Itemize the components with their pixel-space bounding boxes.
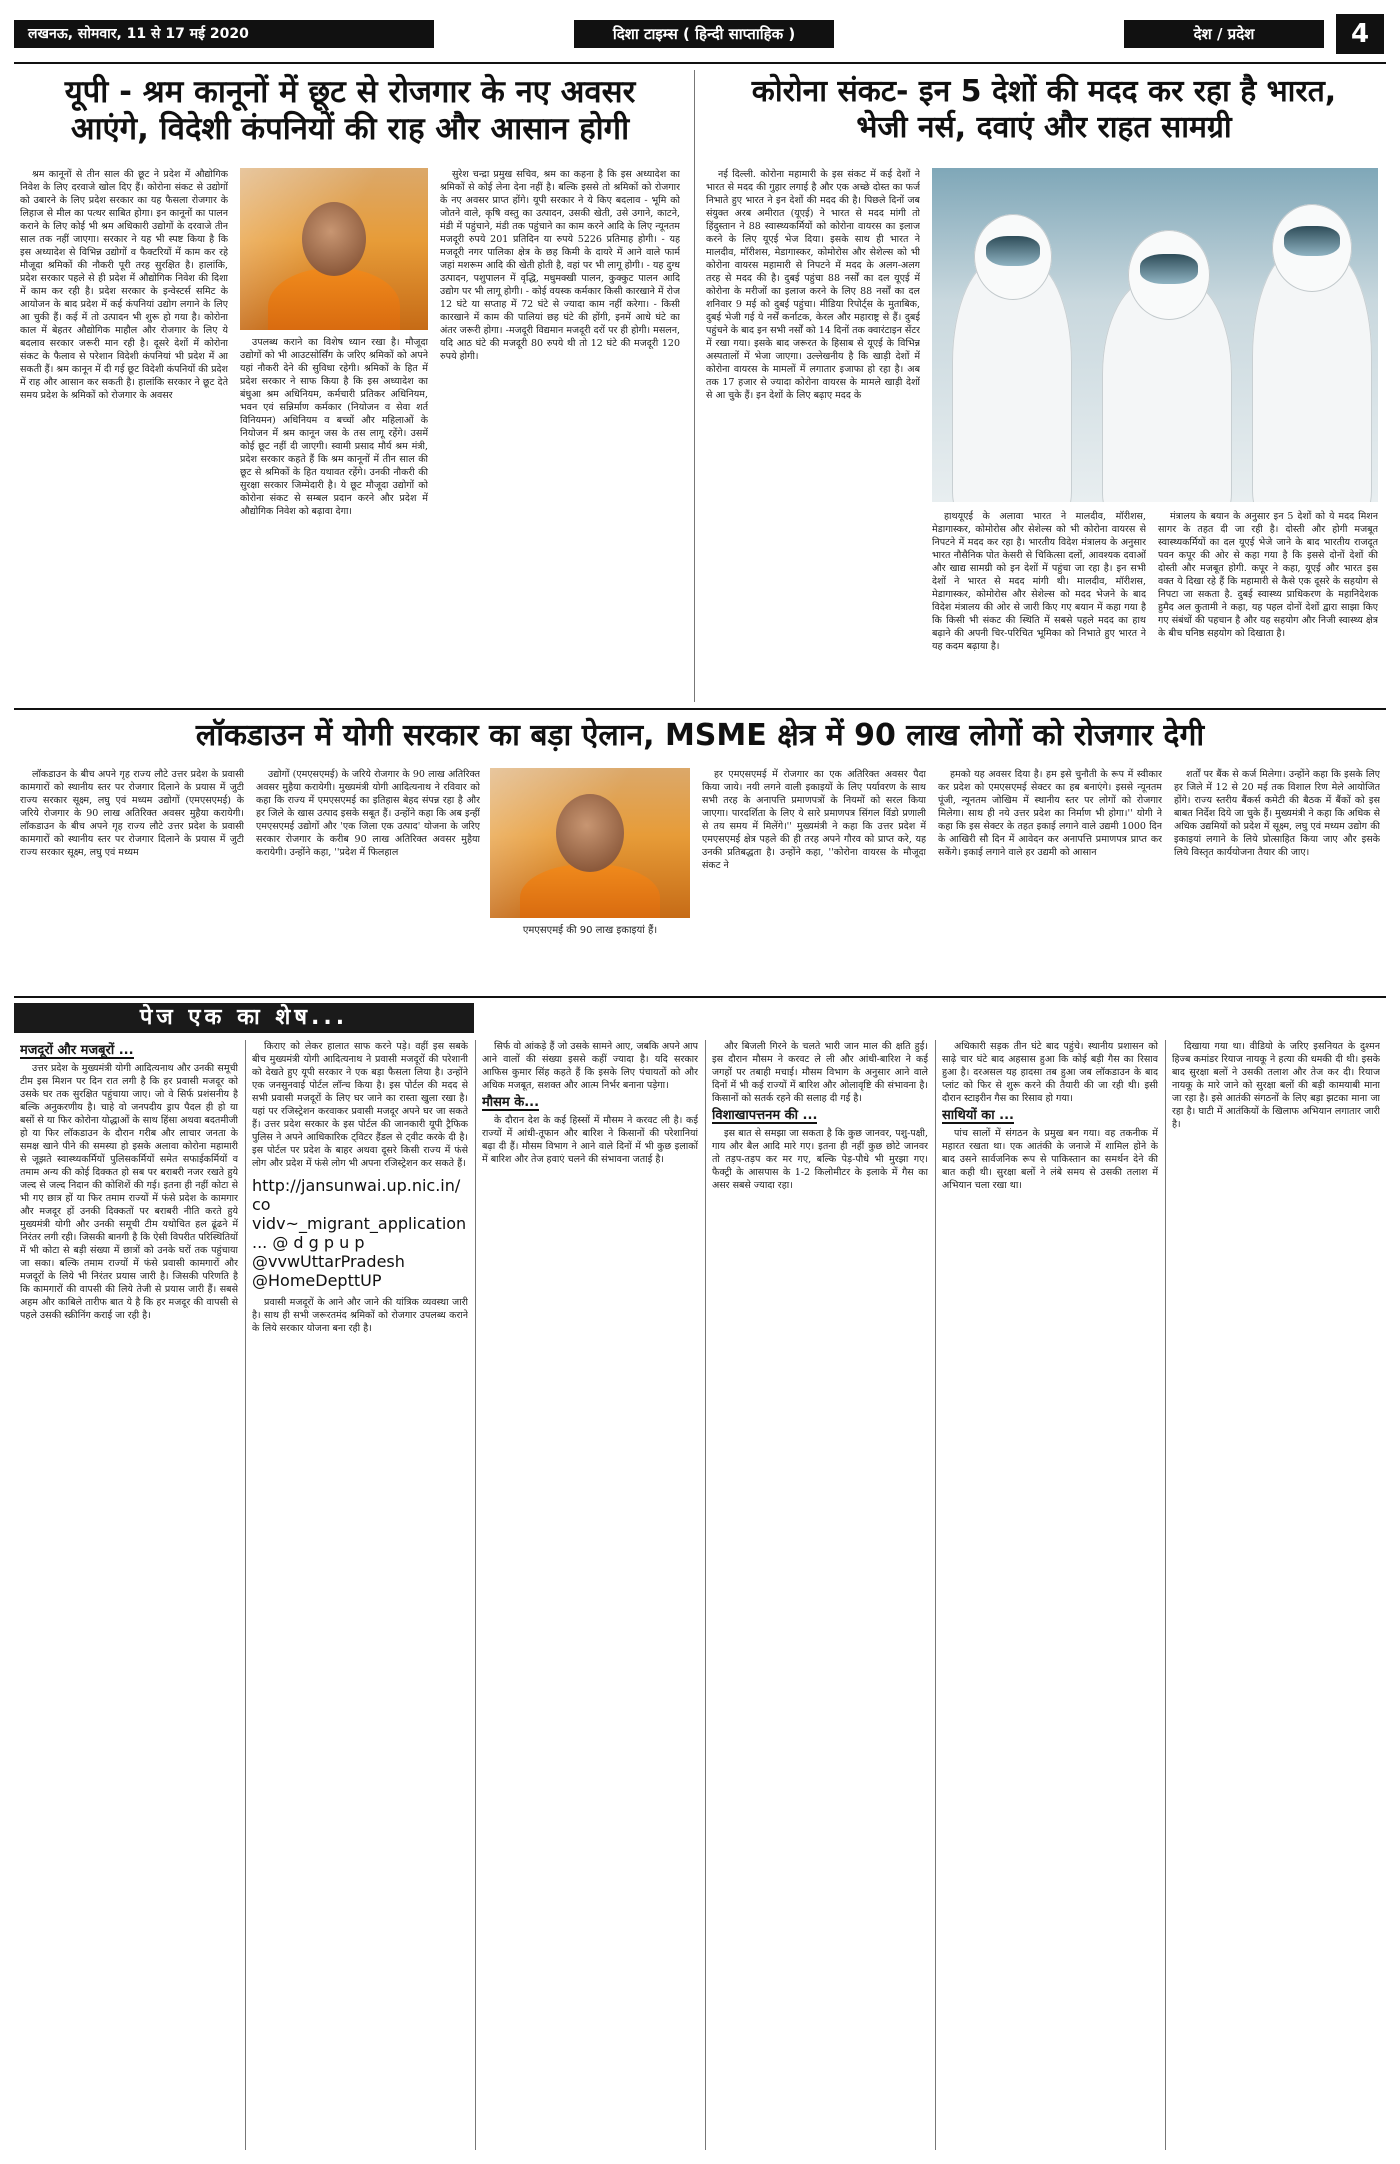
bottom-col1-text: उत्तर प्रदेश के मुख्यमंत्री योगी आदित्यनाथ और उनकी समूची टीम इस मिशन पर दिन रात लगी है कि हर प्रवासी मजदूर को उसके घर तक सुरक्षित पहुंचाया जाए। जो वे सिर्फ प्रशंसनीय है बल्कि अनुकरणीय है। चाहे वो जनपदीय ड्राप पैदल ही हो या बसों से या फिर कोरोना योद्धाओं के साथ हिंसा अथवा बदतमीजी हो या फिर लॉकडाउन के दौरान गरीब और लाचार जनता के समक्ष खाने पीने की समस्या हो इसके अलावा कोरोना महामारी से जूझते स्वास्थ्यकर्मियों पुलिसकर्मियों समेत सफाईकर्मियों व तमाम अन्य की कोई दिक्कत हो सब पर बराबरी नजर रखते हुये जल्द से जल्द निदान की कोशिशें की गई। इतना ही नहीं कोटा से भी गए छात्र हों या फिर तमाम राज्यों में फंसे प्रदेश के कामगार और मजदूर हों उनकी दिक्कतों पर बराबरी नीति करते हुये मुख्यमंत्री योगी और उनकी समूची टीम यथोचित हल ढूंढने में निरंतर लगी रही। जिसकी बानगी है कि ऐसी विपरीत परिस्थितियों में भी कोटा से बड़ी संख्या में छात्रों को उनके घरों तक पहुंचाया जा सका। बल्कि तमाम राज्यों में फंसे प्रवासी कामगारों और मजदूरों के लिये भी निरंतर प्रयास जारी है। जिसकी परिणति है कि कामगारों की वापसी की लिये तेजी से प्रयास जारी हैं। सबसे अहम और काबिले तारीफ बात ये है कि हर मजदूर की वापसी से पहले उसकी स्क्रीनिंग कराई जा रही है। <box>20 1063 238 1321</box>
handle-line[interactable]: @vvwUttarPradesh <box>252 1252 405 1271</box>
story2-headline-line2: भेजी नर्स, दवाएं और राहत सामग्री <box>856 110 1232 145</box>
masthead-rule <box>14 62 1386 64</box>
bottom-col2b-text: प्रवासी मजदूरों के आने और जाने की यांत्रिक व्यवस्था जारी है। साथ ही सभी जरूरतमंद श्रमिकों को रोजगार उपलब्ध कराने के लिये सरकार योजना बना रही है। <box>252 1297 468 1334</box>
story3-col2-text: उद्योगों (एमएसएमई) के जरिये रोजगार के 90 लाख अतिरिक्त अवसर मुहैया करायेगी। मुख्यमंत्री योगी आदित्यनाथ ने रविवार को कहा कि राज्य में एमएसएमई का इतिहास बेहद संपन्न रहा है और हर जिले के खास उत्पाद इसके सबूत हैं। उन्होंने कहा कि अब इन्हीं एमएसएमई उद्योगों और 'एक जिला एक उत्पाद' योजना के जरिए सरकार रोजगार के करीब 90 लाख अतिरिक्त अवसर मुहैया करायेगी। उन्होंने कहा, ''प्रदेश में फिलहाल <box>256 769 480 858</box>
bottom-divider-1 <box>245 1040 246 2150</box>
section-rule-2 <box>14 996 1386 998</box>
date-line: लखनऊ, सोमवार, 11 से 17 मई 2020 <box>14 20 434 48</box>
bottom-col2-text: किराए को लेकर हालात साफ करने पड़े। वहीं इस सबके बीच मुख्यमंत्री योगी आदित्यनाथ ने प्रवासी मजदूरों की परेशानी को देखते हुए यूपी सरकार ने एक बड़ा फैसला लिया है। उन्होंने एक जनसुनवाई पोर्टल लॉन्च किया है। इस पोर्टल की मदद से सभी प्रवासी मजदूरों के लिए घर जाने का रास्ता खुला रखा है। यहां पर रजिस्ट्रेशन करवाकर प्रवासी मजदूर अपने घर जा सकते हैं। उत्तर प्रदेश सरकार के इस पोर्टल की जानकारी यूपी ट्रैफिक पुलिस ने अपने आधिकारिक ट्विटर हैंडल से ट्वीट करके दी है। इस पोर्टल पर प्रदेश के बाहर अथवा दूसरे किसी राज्य में फंसे लोग और प्रदेश में फंसे लोग भी अपना रजिस्ट्रेशन कर सकते हैं। <box>252 1041 468 1169</box>
handle-line[interactable]: ... @ d g p u p <box>252 1233 365 1252</box>
story1-col3 <box>440 168 680 700</box>
subhead-mausam: मौसम के... <box>482 1095 540 1110</box>
story2-col2 <box>932 510 1146 700</box>
bottom-col2 <box>252 1040 468 2150</box>
bottom-col6 <box>1172 1040 1380 2150</box>
paper-name: दिशा टाइम्स ( हिन्दी साप्ताहिक ) <box>574 20 834 48</box>
medical-team-photo <box>932 168 1378 502</box>
bottom-col4-text: और बिजली गिरने के चलते भारी जान माल की क्षति हुई। इस दौरान मौसम ने करवट ले ली और आंधी-बारिश ने कई जगहों पर तबाही मचाई। मौसम विभाग के अनुसार आने वाले दिनों में भी कई राज्यों में बारिश और ओलावृष्टि की संभावना है। किसानों को सतर्क रहने की सलाह दी गई है। <box>712 1041 928 1104</box>
story2-col1-text: नई दिल्ली. कोरोना महामारी के इस संकट में कई देशों ने भारत से मदद की गुहार लगाई है और एक अच्छे दोस्त का फर्ज निभाते हुए भारत ने इन देशों की मदद की है। पिछले दिनों जब संयुक्त अरब अमीरात (यूएई) ने भारत से मदद मांगी तो हिंदुस्तान ने 88 स्वास्थ्यकर्मियों को कोरोना वायरस का इलाज करने के लिए यूएई भेज दिया। इसके साथ ही भारत ने मालदीव, मॉरीशस, मेडागास्कर, कोमोरोस और सेशेल्स को भी कोरोना वायरस महामारी से निपटने में मदद के अलग-अलग तरह से मदद की है। दुबई पहुंचा 88 नर्सों का दल यूएई में कोरोना के मरीजों का इलाज करने के लिए 88 नर्सों का दल शनिवार 9 मई को दुबई पहुंचा। मीडिया रिपोर्ट्स के मुताबिक, दुबई भेजी गई ये नर्सें कर्नाटक, केरल और महाराष्ट्र से हैं। दुबई पहुंचने के बाद इन सभी नर्सों को 14 दिनों तक क्वारंटाइन सेंटर में रखा गया। इसके बाद जरूरत के हिसाब से यूएई के विभिन्न अस्पतालों में भेजा जाएगा। उल्लेखनीय है कि खाड़ी देशों में कोरोना वायरस के मामलों में लगातार इजाफा हो रहा है। अब तक 17 हजार से ज्यादा कोरोना वायरस के मामले खाड़ी देशों से आ चुके हैं। इन देशों के लिए बढ़ाए मदद के <box>706 169 920 401</box>
story-divider <box>694 70 695 702</box>
bottom-col5b-text: पांच सालों में संगठन के प्रमुख बन गया। वह तकनीक में महारत रखता था। एक आतंकी के जनाजे में शामिल होने के बाद उसने सार्वजनिक रूप से पाकिस्तान का समर्थन देने की बात कही थी। सुरक्षा बलों ने लंबे समय से उसकी तलाश में अभियान चला रखा था। <box>942 1128 1158 1191</box>
bottom-divider-2 <box>475 1040 476 2150</box>
story1-col1 <box>20 168 228 700</box>
yogi-photo-2 <box>490 768 690 918</box>
bottom-divider-4 <box>935 1040 936 2150</box>
story3-col3-text: हर एमएसएमई में रोजगार का एक अतिरिक्त अवसर पैदा किया जाये। नयी लगने वाली इकाइयों के लिए पर्यावरण के साथ सभी तरह के अनापत्ति प्रमाणपत्रों के नियमों को सरल किया जाएगा। पारदर्शिता के लिए ये सारे प्रमाणपत्र सिंगल विंडो प्रणाली से तय समय में मिलेंगे।'' मुख्यमंत्री ने कहा कि उत्तर प्रदेश में एमएसएमई क्षेत्र पहले की ही तरह अपने गौरव को प्राप्त करे, यह उनकी प्रतिबद्धता है। उन्होंने कहा, ''कोरोना वायरस के मौजूदा संकट ने <box>702 769 926 871</box>
handle-block <box>252 1176 468 1290</box>
story1-headline-line2: आएंगे, विदेशी कंपनियों की राह और आसान होगी <box>70 111 630 148</box>
bottom-col3-text: सिर्फ वो आंकड़े हैं जो उसके सामने आए, जबकि अपने आप आने वालों की संख्या इससे कहीं ज्यादा है। यदि सरकार आफिस कुमार सिंह कहते हैं कि इसके लिए पंचायतों को और अधिक मजबूत, सशक्त और आत्म निर्भर बनाना पड़ेगा। <box>482 1041 698 1091</box>
subhead-vishakha: विशाखापत्तनम की ... <box>712 1108 818 1123</box>
bottom-divider-3 <box>705 1040 706 2150</box>
story1-col2 <box>240 336 428 700</box>
bottom-col5 <box>942 1040 1158 2150</box>
story3-headline[interactable]: लॉकडाउन में योगी सरकार का बड़ा ऐलान, MSME क्षेत्र में 90 लाख लोगों को रोजगार देगी <box>195 718 1205 753</box>
bottom-col3 <box>482 1040 698 2150</box>
handle-line[interactable]: http://jansunwai.up.nic.in/co <box>252 1176 461 1214</box>
section-rule-1 <box>14 708 1386 710</box>
masthead <box>14 14 1386 54</box>
story1-col3-text: सुरेश चन्द्रा प्रमुख सचिव, श्रम का कहना है कि इस अध्यादेश का श्रमिकों से कोई लेना देना नहीं है। बल्कि इससे तो श्रमिकों को रोजगार के नए अवसर प्राप्त होंगे। यूपी सरकार ने ये किए बदलाव - भूमि को जोतने वाले, कृषि वस्तु का उत्पादन, उसकी खेती, उसे उगाने, काटने, मंडी में पहुंचाने, मंडी तक पहुंचाने का काम करने आदि के लिए न्यूनतम मजदूरी रुपये 201 प्रतिदिन या रुपये 5226 प्रतिमाह होगी। - यह मजदूरी नगर पालिका क्षेत्र के छह किमी के दायरे में आने वाले फार्म जहां मशरूम आदि की खेती होती है, वहां पर भी लागू होगी। - यह दुग्ध उत्पादन, पशुपालन में वृद्धि, मधुमक्खी पालन, कुक्कुट पालन आदि उद्योग पर भी लागू होगी। - कोई वयस्क कर्मकार किसी कारखाने में रोज 12 घंटे या सप्ताह में 72 घंटे से ज्यादा काम नहीं करेगा। - किसी कारखाने में काम की पालियां छह घंटे की होंगी, इनमें आधे घंटे का अंतर जरूरी होगा। -मजदूरी विद्यमान मजदूरी दरों पर ही होगी। मसलन, यदि आठ घंटे की मजदूरी 80 रुपये थी तो 12 घंटे की मजदूरी 120 रुपये होगी। <box>440 169 680 362</box>
story3-col1 <box>20 768 244 988</box>
continuation-banner: पेज एक का शेष... <box>14 1003 474 1033</box>
handle-line[interactable]: vidv~_migrant_application <box>252 1214 467 1233</box>
bottom-divider-5 <box>1165 1040 1166 2150</box>
bottom-col4b-text: इस बात से समझा जा सकता है कि कुछ जानवर, पशु-पक्षी, गाय और बैल आदि मारे गए। इतना ही नहीं कुछ छोटे जानवर तो तड़प-तड़प कर मर गए, बल्कि पेड़-पौधे भी मुरझा गए। फैक्ट्री के आसपास के 1-2 किलोमीटर के इलाके में गैस का असर सबसे ज्यादा रहा। <box>712 1128 928 1191</box>
story2-col3-text: मंत्रालय के बयान के अनुसार इन 5 देशों को ये मदद मिशन सागर के तहत दी जा रही है। दोस्ती और होगी मजबूत स्वास्थ्यकर्मियों का दल यूएई भेजे जाने के बाद भारतीय राजदूत पवन कपूर की ओर से कहा गया है कि इससे दोनों देशों की दोस्ती और मजबूत होगी. कपूर ने कहा, यूएई और भारत इस वक्त ये दिखा रहे हैं कि महामारी से कैसे एक दूसरे के सहयोग से निपटा जा सकता है. दुबई स्वास्थ्य प्राधिकरण के महानिदेशक हुमैद अल कुतामी ने कहा, यह पहल दोनों देशों द्वारा साझा किए गए संबंधों की पहचान है और यह सहयोग और निजी स्वास्थ्य क्षेत्र के बीच घनिष्ठ सहयोग को दिखाता है। <box>1158 511 1378 639</box>
story1-col1-text: श्रम कानूनों से तीन साल की छूट ने प्रदेश में औद्योगिक निवेश के लिए दरवाजे खोल दिए हैं। कोरोना संकट से उद्योगों को उबारने के लिए प्रदेश सरकार का यह फैसला रोजगार के लिहाज से मील का पत्थर साबित होगा। इन कानूनों का पालन कराने के लिए कोई भी श्रम अधिकारी उद्योगों के दरवाजे तीन साल तक नहीं जाएगा। सरकार ने यह भी स्पष्ट किया है कि इस अध्यादेश से विभिन्न उद्योगों व फैक्टरियों में काम कर रहे मौजूदा श्रमिकों की नौकरी पूरी तरह सुरक्षित है। हालांकि, प्रदेश सरकार पहले से ही प्रदेश में औद्योगिक निवेश की दिशा में काम कर रही है। प्रदेश सरकार के इन्वेस्टर्स समिट के आयोजन के बाद प्रदेश में कई कंपनियां उद्योग लगाने के लिए आ चुकी हैं। कई में तो उत्पादन भी शुरू हो गया है। कोरोना काल में बेहतर औद्योगिक माहौल और रोजगार के लिए ये बदलाव सरकार जरूरी मान रही है। दूसरे देशों में कोरोना संकट के फैलाव से परेशान विदेशी कंपनियां भी प्रदेश में आ सकती हैं। श्रम कानून में दी गई छूट विदेशी कंपनियों की प्रदेश में राह और आसान कर सकती है। हालांकि सरकार ने छूट देते समय प्रदेश के श्रमिकों को रोजगार के अवसर <box>20 169 228 401</box>
story3-col5-text: शर्तों पर बैंक से कर्ज मिलेगा। उन्होंने कहा कि इसके लिए हर जिले में 12 से 20 मई तक विशाल रिण मेले आयोजित होंगे। राज्य स्तरीय बैंकर्स कमेटी की बैठक में बैंकों को इस बाबत निर्देश दिये जा चुके हैं। मुख्यमंत्री ने कहा कि अधिक से अधिक उद्यमियों को प्रदेश में सूक्ष्म, लघु एवं मध्यम उद्योग की इकाइयां लगाने के लिये प्रोत्साहित किया जाए और इसके लिये विस्तृत कार्ययोजना तैयार की जाए। <box>1174 769 1380 858</box>
bottom-col3b-text: के दौरान देश के कई हिस्सों में मौसम ने करवट ली है। कई राज्यों में आंधी-तूफान और बारिश ने किसानों की परेशानियां बढ़ा दी हैं। मौसम विभाग ने आने वाले दिनों में भी कुछ इलाकों में बारिश और तेज हवाएं चलने की संभावना जताई है। <box>482 1115 698 1165</box>
story2-col3 <box>1158 510 1378 700</box>
handle-line[interactable]: @HomeDepttUP <box>252 1271 382 1290</box>
yogi-photo-1 <box>240 168 428 330</box>
bottom-col1 <box>20 1040 238 2150</box>
story3-col4-text: हमको यह अवसर दिया है। हम इसे चुनौती के रूप में स्वीकार कर प्रदेश को एमएसएमई सेक्टर का हब बनाएंगे। इससे न्यूनतम पूंजी, न्यूनतम जोखिम में स्थानीय स्तर पर लोगों को रोजगार मिलेगा। साथ ही नये उत्तर प्रदेश का निर्माण भी होगा।'' योगी ने कहा कि इस सेक्टर के तहत इकाई लगाने वाले उद्यमी 1000 दिन के आखिरी सौ दिन में आवेदन कर अनापत्ति प्रमाणपत्र प्राप्त कर सकेंगे। इकाई लगाने वाले हर उद्यमी को आसान <box>938 769 1162 858</box>
bottom-col4 <box>712 1040 928 2150</box>
subhead-sathiyon: साथियों का ... <box>942 1108 1014 1123</box>
bottom-col6-text: दिखाया गया था। वीडियो के जरिए इसनियत के दुश्मन हिज्ब कमांडर रियाज नायकू ने हत्या की धमकी दी थी। इसके बाद सुरक्षा बलों ने उसकी तलाश और तेज कर दी। रियाज नायकू के मारे जाने को सुरक्षा बलों की बड़ी कामयाबी माना जा रहा है। इसे आतंकी संगठनों के लिए बड़ा झटका माना जा रहा है। घाटी में आतंकियों के खिलाफ अभियान लगातार जारी है। <box>1172 1041 1380 1130</box>
story1-col2-text: उपलब्ध कराने का विशेष ध्यान रखा है। मौजूदा उद्योगों को भी आउटसोर्सिंग के जरिए श्रमिकों को अपने यहां नौकरी देने की सुविधा रहेगी। श्रमिकों के हित में प्रदेश सरकार ने साफ किया है कि इस अध्यादेश का बंधुआ श्रम अधिनियम, कर्मचारी प्रतिकर अधिनियम, भवन एवं सन्निर्माण कर्मकार (नियोजन व सेवा शर्त विनियमन) अधिनियम व बच्चों और महिलाओं के नियोजन में श्रम कानून जस के तस लागू रहेंगे। उसमें कोई छूट नहीं दी जाएगी। स्वामी प्रसाद मौर्य श्रम मंत्री, प्रदेश सरकार कहते हैं कि श्रम कानूनों में तीन साल की छूट से श्रमिकों के हित यथावत रहेंगे। उनकी नौकरी की सुरक्षा सरकार जिम्मेदारी है। ये छूट मौजूदा उद्योगों को कोरोना संकट से सम्बल प्रदान करने और प्रदेश में औद्योगिक निवेश को बढ़ावा देगा। <box>240 337 428 517</box>
story2-col1 <box>706 168 920 700</box>
section-label: देश / प्रदेश <box>1124 20 1324 48</box>
story3-col3 <box>702 768 926 988</box>
story2-headline[interactable] <box>706 74 1382 146</box>
story3-col4 <box>938 768 1162 988</box>
story3-col1-text: लॉकडाउन के बीच अपने गृह राज्य लौटे उत्तर प्रदेश के प्रवासी कामगारों को स्थानीय स्तर पर रोजगार दिलाने के प्रयास में जुटी राज्य सरकार सूक्ष्म, लघु एवं मध्यम उद्योगों (एमएसएमई) के जरिये रोजगार के 90 लाख अतिरिक्त अवसर मुहैया करायेगी। लॉकडाउन के बीच अपने गृह राज्य लौटे उत्तर प्रदेश के प्रवासी कामगारों को स्थानीय स्तर पर रोजगार दिलाने के प्रयास में जुटी राज्य सरकार सूक्ष्म, लघु एवं मध्यम <box>20 769 244 858</box>
story3-col5 <box>1174 768 1380 988</box>
story2-col2-text: हाथयूएई के अलावा भारत ने मालदीव, मॉरीशस, मेडागास्कर, कोमोरोस और सेशेल्स को भी कोरोना वायरस से निपटने में मदद कर रहा है। भारतीय विदेश मंत्रालय के अनुसार भारत नौसैनिक पोत केसरी से चिकित्सा दलों, आवश्यक दवाओं और खाद्य सामग्री को इन देशों में पहुंचा जा रहा है। इन सभी देशों ने भारत से मदद मांगी थी। मालदीव, मॉरीशस, मेडागास्कर, कोमोरोस और सेशेल्स को मदद भेजने के बाद विदेश मंत्रालय की ओर से जारी किए गए बयान में कहा गया है कि किसी भी संकट की स्थिति में सबसे पहले मदद का हाथ बढ़ाने की अपनी चिर-परिचित भूमिका को निभाते हुए भारत ने यह कदम बढ़ाया है। <box>932 511 1146 652</box>
story3-caption: एमएसएमई की 90 लाख इकाइयां हैं। <box>522 925 658 936</box>
bottom-col5-text: अधिकारी सड़क तीन घंटे बाद पहुंचे। स्थानीय प्रशासन को साढ़े चार घंटे बाद अहसास हुआ कि कोई बड़ी गैस का रिसाव हुआ है। दरअसल यह हादसा तब हुआ जब लॉकडाउन के बाद प्लांट को फिर से शुरू करने की तैयारी की जा रही थी। इसी दौरान स्टाइरीन गैस का रिसाव हो गया। <box>942 1041 1158 1104</box>
story2-headline-line1: कोरोना संकट- इन 5 देशों की मदद कर रहा है भारत, <box>751 74 1337 109</box>
subhead-majdoor: मजदूरों और मजबूरों ... <box>20 1043 134 1058</box>
page-number: 4 <box>1336 14 1384 54</box>
story1-headline-line1: यूपी - श्रम कानूनों में छूट से रोजगार के नए अवसर <box>64 74 636 110</box>
story1-headline[interactable] <box>20 74 680 148</box>
story3-col2 <box>256 768 480 988</box>
